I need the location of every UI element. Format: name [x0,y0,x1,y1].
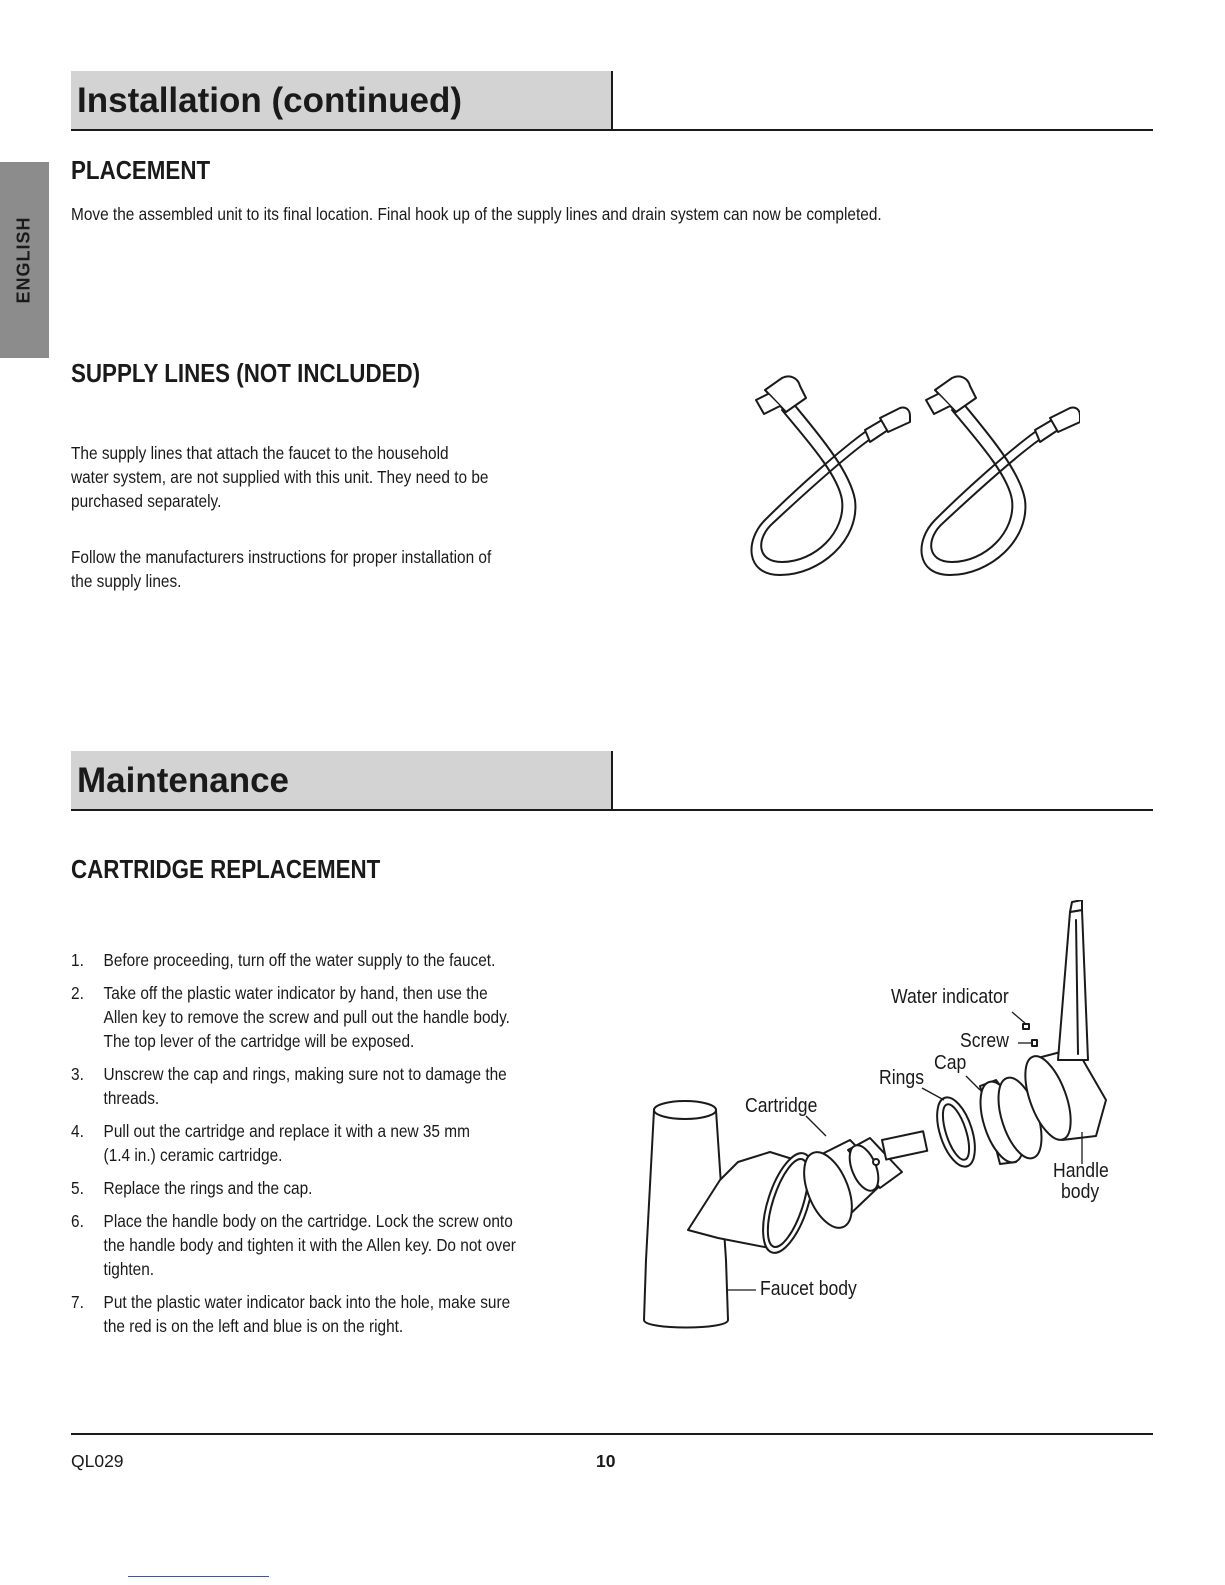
cartridge-replacement-steps [71,948,564,1347]
installation-title-box [71,71,613,129]
maintenance-title-box [71,751,613,809]
language-tab-label: ENGLISH [13,216,34,304]
step-text: the red is on the left and blue is on the right. [103,1316,404,1336]
text-line: Follow the manufacturers instructions for proper installation of [71,547,492,567]
step-number: 1. [71,950,84,970]
step-text: (1.4 in.) ceramic cartridge. [103,1145,283,1165]
maintenance-section-header [71,751,1153,811]
step-text: Allen key to remove the screw and pull out the handle body. [103,1007,510,1027]
cartridge-part [794,1131,927,1234]
faucet-exploded-diagram [630,900,1150,1350]
installation-title: Installation (continued) [77,81,462,120]
handle-body-label-line-1: Handle [1053,1160,1109,1182]
supply-lines-heading: SUPPLY LINES (NOT INCLUDED) [71,358,421,388]
step-item [71,1209,564,1281]
supply-lines-paragraph-1 [71,441,488,513]
step-text: Pull out the cartridge and replace it with a new 35 mm [103,1121,470,1141]
installation-section-header [71,71,1153,131]
step-number: 7. [71,1292,84,1312]
step-text: Replace the rings and the cap. [103,1178,313,1198]
screw-part [1032,1040,1037,1046]
cap-leader [966,1076,980,1090]
rings-leader [922,1088,944,1100]
text-line: purchased separately. [71,491,222,511]
step-text: Take off the plastic water indicator by hand, then use the [103,983,488,1003]
water-indicator-leader [1012,1012,1026,1024]
step-number: 2. [71,983,84,1003]
page-number: 10 [596,1451,616,1471]
cartridge-label: Cartridge [745,1095,818,1117]
placement-text: Move the assembled unit to its final location. Final hook up of the supply lines and drain system can now be completed. [71,204,882,224]
step-item [71,1290,564,1338]
step-number: 3. [71,1064,84,1084]
water-indicator-part [1023,1024,1029,1029]
text-line: water system, are not supplied with this unit. They need to be [71,467,489,487]
step-item [71,981,564,1053]
placement-heading: PLACEMENT [71,155,211,185]
step-number: 6. [71,1211,84,1231]
water-indicator-label: Water indicator [891,986,1009,1008]
step-number: 5. [71,1178,84,1198]
step-number: 4. [71,1121,84,1141]
step-item [71,948,564,972]
screw-label: Screw [960,1030,1009,1052]
footer-rule [71,1433,1153,1435]
step-item [71,1062,564,1110]
step-text: tighten. [103,1259,155,1279]
cap-label: Cap [934,1052,967,1074]
model-number: QL029 [71,1451,124,1471]
supply-hose-2 [921,376,1080,575]
rings-label: Rings [879,1067,925,1089]
text-line: The supply lines that attach the faucet to the household [71,443,449,463]
step-text: Place the handle body on the cartridge. Lock the screw onto [103,1211,513,1231]
supply-lines-paragraph-2 [71,545,491,593]
maintenance-title: Maintenance [77,761,289,800]
faucet-body-label: Faucet body [760,1278,857,1300]
bottom-link-underline [128,1576,269,1577]
cartridge-leader [806,1116,826,1136]
step-item [71,1176,564,1200]
handle-body-label-line-2: body [1061,1181,1100,1203]
rings-part [930,1093,983,1171]
step-item [71,1119,564,1167]
step-text: The top lever of the cartridge will be exposed. [103,1031,415,1051]
step-text: threads. [103,1088,160,1108]
language-tab [0,162,49,358]
text-line: the supply lines. [71,571,182,591]
step-text: Put the plastic water indicator back into the hole, make sure [103,1292,511,1312]
supply-hoses-illustration [720,370,1080,590]
step-text: Unscrew the cap and rings, making sure not to damage the [103,1064,507,1084]
step-text: the handle body and tighten it with the Allen key. Do not over [103,1235,516,1255]
supply-hose-1 [751,376,910,575]
step-text: Before proceeding, turn off the water supply to the faucet. [103,950,496,970]
cartridge-replacement-heading: CARTRIDGE REPLACEMENT [71,854,381,884]
